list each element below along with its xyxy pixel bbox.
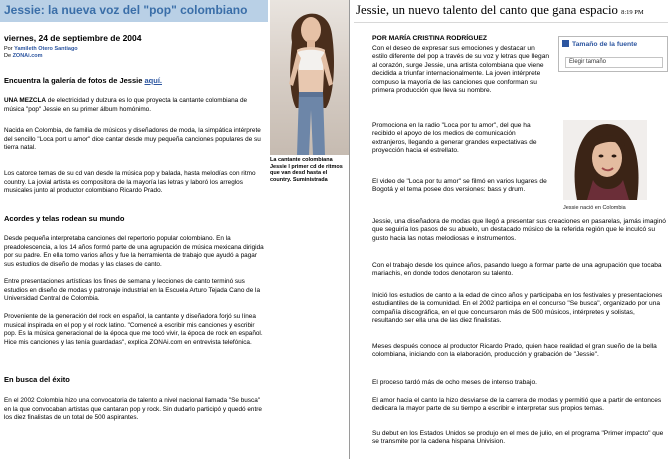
byline-author[interactable]: Yamileth Otero Santiago: [14, 46, 78, 52]
paragraph-9: El amor hacia el canto la hizo desviarse de la carrera de modas y permitió que a partir de entonces dedicara la mayor parte de su tiempo a escribir e interpretar sus propios temas.: [372, 397, 662, 413]
paragraph-5: Proveniente de la generación del rock en español, la cantante y diseñadora forjó su línea musical inspirada en el pop y el rock latino. "Comencé a escribir mis canciones y escribir pop. Es la música generacional de la época que me tocó vivir, la época de rock en español. Hice mis canciones y las tenía guardadas", explica ZONAi.com en entrevista telefónica.: [4, 313, 263, 346]
font-size-header: [559, 37, 667, 53]
paragraph-1: Nacida en Colombia, de familia de músicos y diseñadores de moda, la simpática intérprete del sencillo "Loca port u amor" dice cantar desde muy pequeña canciones populares de su tierra natal.: [4, 127, 261, 152]
headline-text: Jessie, un nuevo talento del canto que gana espacio: [356, 3, 618, 17]
font-size-box: [558, 36, 668, 72]
portrait-caption: Jessie nació en Colombia: [563, 205, 626, 211]
gallery-text: Encuentra la galería de fotos de Jessie: [4, 76, 143, 85]
font-size-select[interactable]: Elegir tamaño: [565, 57, 663, 68]
paragraph-2: Promociona en la radio "Loca por tu amor", del que ha recibido el apoyo de los medios de comunicación extranjeros, llegando a generar grandes expectativas de proyección hacia el estrellato.: [372, 122, 537, 155]
font-size-title: Tamaño de la fuente: [572, 41, 638, 48]
paragraph-4: Jessie, una diseñadora de modas que llegó a presentar sus creaciones en pasarelas, jamás imaginó que seguiría los pasos de su abuelo, un destacado músico de la referida región que le inculcó su gusto hacia las notas melodiosas e instrumentos.: [372, 218, 666, 242]
headline-time: 8:19 PM: [621, 9, 644, 16]
right-article: [349, 0, 670, 459]
byline: [4, 46, 78, 60]
author-name: POR MARÍA CRISTINA RODRÍGUEZ: [372, 35, 488, 42]
paragraph-2: Los catorce temas de su cd van desde la música pop y balada, hasta melodías con ritmo country. La jovial artista es compositora de la mayoría las letras y laboró los arreglos musicales junto al productor colombiano Ricardo Prado.: [4, 170, 256, 195]
intro-lead: UNA MEZCLA: [4, 97, 47, 104]
photo-caption: La cantante colombiana Jessie l primer cd de ritmos que van desd hasta el country. Suministrada: [270, 157, 343, 183]
paragraph-8: El proceso tardó más de ocho meses de intenso trabajo.: [372, 379, 537, 386]
paragraph-6: En el 2002 Colombia hizo una convocatoria de talento a nivel nacional llamada "Se busca" en la que convocaban artistas que cantaran pop y rock. Sin dudarlo participó y quedó entre los diez finalistas de un total de 500 aspirantes.: [4, 397, 262, 422]
paragraph-10: Su debut en los Estados Unidos se produjo en el mes de julio, en el programa "Primer impacto" que se transmite por la cadena hispana Univision.: [372, 430, 664, 446]
square-bullet-icon: [562, 40, 569, 47]
paragraph-5: Con el trabajo desde los quince años, pasando luego a formar parte de una agrupación que tocaba mariachis, en donde todos denotaron su talento.: [372, 262, 662, 278]
paragraph-4: Entre presentaciones artísticas los fines de semana y lecciones de canto terminó sus estudios en diseño de modas y patronaje industrial en la Escuela Arturo Tejada Cano de la Universidad Central de Colombia.: [4, 278, 261, 303]
byline-source[interactable]: ZONAi.com: [12, 53, 43, 59]
paragraph-7: Meses después conoce al productor Ricardo Prado, quien hace realidad el gran sueño de la bella colombiana, iniciando con la elaboración, producción y grabación de "Jessie".: [372, 343, 657, 359]
subheading-1: Acordes y telas rodean su mundo: [4, 214, 125, 223]
paragraph-3: El video de "Loca por tu amor" se filmó en varios lugares de Bogotá y el tema posee dos versiones: bass y drum.: [372, 178, 547, 194]
byline-source-prefix: De: [4, 53, 12, 59]
paragraph-6: Inició los estudios de canto a la edad de cinco años y participaba en los festivales y presentaciones estudiantiles de la comunidad. En el 2002 participa en el concurso "Se busca", organizado por una compañía discográfica, en el que concursaron más de 500 músicos, intérpretes y solistas, resultando ser ella una de las diez finalistas.: [372, 292, 663, 325]
article-headline: [356, 3, 644, 18]
article-banner: [0, 0, 268, 22]
gallery-line: [4, 76, 162, 85]
gallery-link[interactable]: aquí.: [144, 76, 162, 85]
singer-portrait: [563, 120, 647, 200]
paragraph-3: Desde pequeña interpretaba canciones del repertorio popular colombiano. En la preadolescencia, a los 14 años formó parte de una agrupación de música mexicana dirigida por su padre. En ella tomo varios años y fue la herramienta de trabajo que ayudó a pagar sus estudios de diseño de modas y las clases de canto.: [4, 235, 264, 268]
singer-photo: [270, 0, 349, 155]
divider: [354, 22, 668, 23]
byline-prefix: Por: [4, 46, 13, 52]
singer-photo-art: [270, 0, 349, 155]
singer-portrait-art: [563, 120, 647, 200]
intro-rest: de electricidad y dulzura es lo que proyecta la cantante colombiana de música "pop" Jessie en su primer álbum homónimo.: [4, 97, 248, 113]
paragraph-1: Con el deseo de expresar sus emociones y destacar un estilo diferente del pop a través de su voz y letras que llegan al corazón, surge Jessie, una artista colombiana que viene decidida a triunfar internacionalmente. La joven intérprete compuso la mayoría de las canciones que conforman su primera producción que lleva su nombre.: [372, 45, 550, 95]
subheading-2: En busca del éxito: [4, 375, 70, 384]
article-date: viernes, 24 de septiembre de 2004: [4, 33, 142, 43]
banner-title: Jessie: la nueva voz del "pop" colombiano: [4, 3, 248, 17]
intro-paragraph: [4, 97, 266, 114]
